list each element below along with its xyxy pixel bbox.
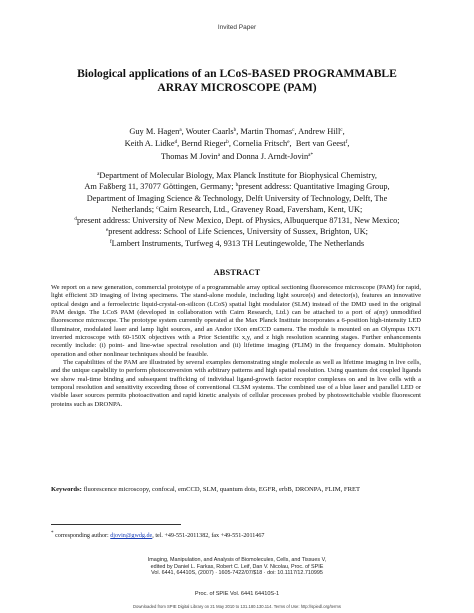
author-affiliation-mark: c [292,127,295,133]
footnote-suffix: , tel. +49-551-2011382, fax +49-551-2011467 [152,533,265,540]
author-name: Martin Thomas [240,127,293,136]
proceedings-line: Vol. 6441, 64410S, (2007) · 1605-7422/07/$18 · doi: 10.1117/12.710995 [151,570,323,576]
author-affiliation-mark: a [179,127,182,133]
author-line-2: Keith A. Lidke$^d$, Bernd Rieger$^b$, Cornelia Fritsch$^e$, Bert van Geest$^f$, [124,139,350,149]
affiliation-text: present address: University of New Mexico, Dept. of Physics, Albuquerque 87131, New Mexico; [76,216,400,226]
abstract-body [51,284,421,409]
affiliation-line [30,204,444,215]
proceedings-citation [0,557,474,577]
footnote-divider [51,524,181,525]
author-name: Cornelia Fritsch [233,139,288,149]
affiliation-text: Cairn Research, Ltd., Graveney Road, Faversham, Kent, UK; [158,204,363,214]
affiliation-line [30,170,444,181]
author-name: Guy M. Hagen [129,127,180,136]
abstract-heading: ABSTRACT [213,268,261,277]
affiliation-mark: d [74,216,77,223]
author-name: Donna J. Arndt-Jovin [236,151,309,161]
affiliation-text: Department of Molecular Biology, Max Planck Institute for Biophysical Chemistry, [99,171,377,180]
affiliation-line [30,226,444,237]
affiliation-text: Lambert Instruments, Turfweg 4, 9313 TH Leutingewolde, The Netherlands [111,238,365,248]
author-affiliation-mark: e [287,139,290,146]
author-name: Keith A. Lidke [124,139,175,149]
affiliation-line [30,193,444,204]
keywords-text: fluorescence microscopy, confocal, emCCD, SLM, quantum dots, EGFR, erbB, DRONPA, FLIM, FRET [83,486,361,493]
title-line-2: ARRAY MICROSCOPE (PAM) [157,81,317,94]
footnote [51,529,426,540]
author-affiliation-mark: d [174,139,178,146]
affiliation-line [30,238,444,249]
proceedings-line: edited by Daniel L. Farkas, Robert C. Leif, Dan V. Nicolau, Proc. of SPIE [150,563,324,570]
author-affiliation-mark: a [217,151,220,158]
title-line-1: Biological applications of an LCoS-BASED PROGRAMMABLE [77,67,397,80]
author-name: Wouter Caarls [185,127,234,136]
author-name: Bernd Rieger [181,139,227,149]
footnote-prefix: corresponding author: [55,533,111,540]
abstract-paragraph: The capabilities of the PAM are illustrated by several examples demonstrating single molecule as well as lifetime imaging in live cells, and the unique capability to perform photoconversion with arbitrary patterns and high spatial resolution. Using quantum dot coupled ligands we show real-time binding and subsequent trafficking of individual ligand-growth factor receptor complexes on and in live cells with a temporal resolution and sensitivity exceeding those of conventional CLSM systems. The combined use of a blue laser and parallel LED or visible laser sources permits photoactivation and rapid kinetic analysis of cellular processes probed by photoswitchable visible fluorescent proteins such as DRONPA. [51,359,421,408]
affiliation-text: present address: Quantitative Imaging Group, [238,182,390,192]
affiliation-line [30,215,444,226]
author-line-3: Thomas M Jovin$^a$ and Donna J. Arndt-Jovin$^{a*}$ [160,151,314,161]
affiliation-mark: f [109,238,112,245]
invited-paper-note: Invited Paper [217,24,257,31]
affiliation-text: Am Faßberg 11, 37077 Göttingen, Germany; [84,182,236,192]
keywords [51,486,426,494]
author-name: Bert van Geest [295,139,346,149]
affiliation-line [30,181,444,192]
author-affiliation-mark: b [233,127,237,133]
page-number: Proc. of SPIE Vol. 6441 64410S-1 [194,591,280,597]
author-affiliation-mark: c [340,127,343,133]
proceedings-line: Imaging, Manipulation, and Analysis of Biomolecules, Cells, and Tissues V, [147,557,327,563]
email-link[interactable]: djovin@gwdg.de [110,533,153,540]
author-affiliation-mark: f [345,139,348,146]
author-list [30,126,444,163]
author-affiliation-mark: a* [308,151,314,158]
abstract-paragraph: We report on a new generation, commercial prototype of a programmable array optical sectioning fluorescence microscope (PAM) for rapid, light efficient 3D imaging of living specimens. The stand-alone module, including light source(s) and detector(s), features an innovative optical design and a ferroelectric liquid-crystal-on-silicon (LCoS) spatial light modulator (SLM) instead of the DMD used in the original PAM design. The LCoS PAM (developed in collaboration with Cairn Research, Ltd.) can be attached to a port of a(ny) unmodified fluorescence microscope. The prototype system currently operated at the Max Planck Institute incorporates a 6-position high-intensity LED illuminator, modulated laser and lamp light sources, and an Andor iXon emCCD camera. The module is mounted on an Olympus IX71 inverted microscope with 60-150X objectives with a Prior Scientific x,y, and z high resolution scanning stages. Further enhancements recently include: (i) point- and line-wise spectral resolution and (ii) lifetime imaging (FLIM) in the frequency domain. Multiphoton operation and other nonlinear techniques should be feasible. [51,284,421,358]
affiliations [30,170,444,249]
affiliation-mark: a [97,171,100,177]
affiliation-text: present address: School of Life Sciences, University of Sussex, Brighton, UK; [108,227,368,237]
footnote-mark: * [51,530,54,536]
download-notice: Downloaded from SPIE Digital Library on 21 May 2010 to 131.180.130.114. Terms of Use: http://spiedl.org/terms [133,604,341,609]
affiliation-text: Department of Imaging Science & Technology, Delft University of Technology, Delft, The [86,193,388,203]
affiliation-mark: c [156,204,159,211]
author-affiliation-mark: b [226,139,229,146]
affiliation-mark: b [235,182,239,189]
author-line-1: Guy M. Hagen$^a$, Wouter Caarls$^b$, Martin Thomas$^c$, Andrew Hill$^c$, [129,127,345,136]
paper-title [30,67,444,95]
author-name: Andrew Hill [298,127,341,136]
author-name: Thomas M Jovin [160,151,218,161]
affiliation-mark: e [105,227,109,234]
keywords-label: Keywords: [51,486,82,493]
affiliation-text: Netherlands; [111,204,157,214]
